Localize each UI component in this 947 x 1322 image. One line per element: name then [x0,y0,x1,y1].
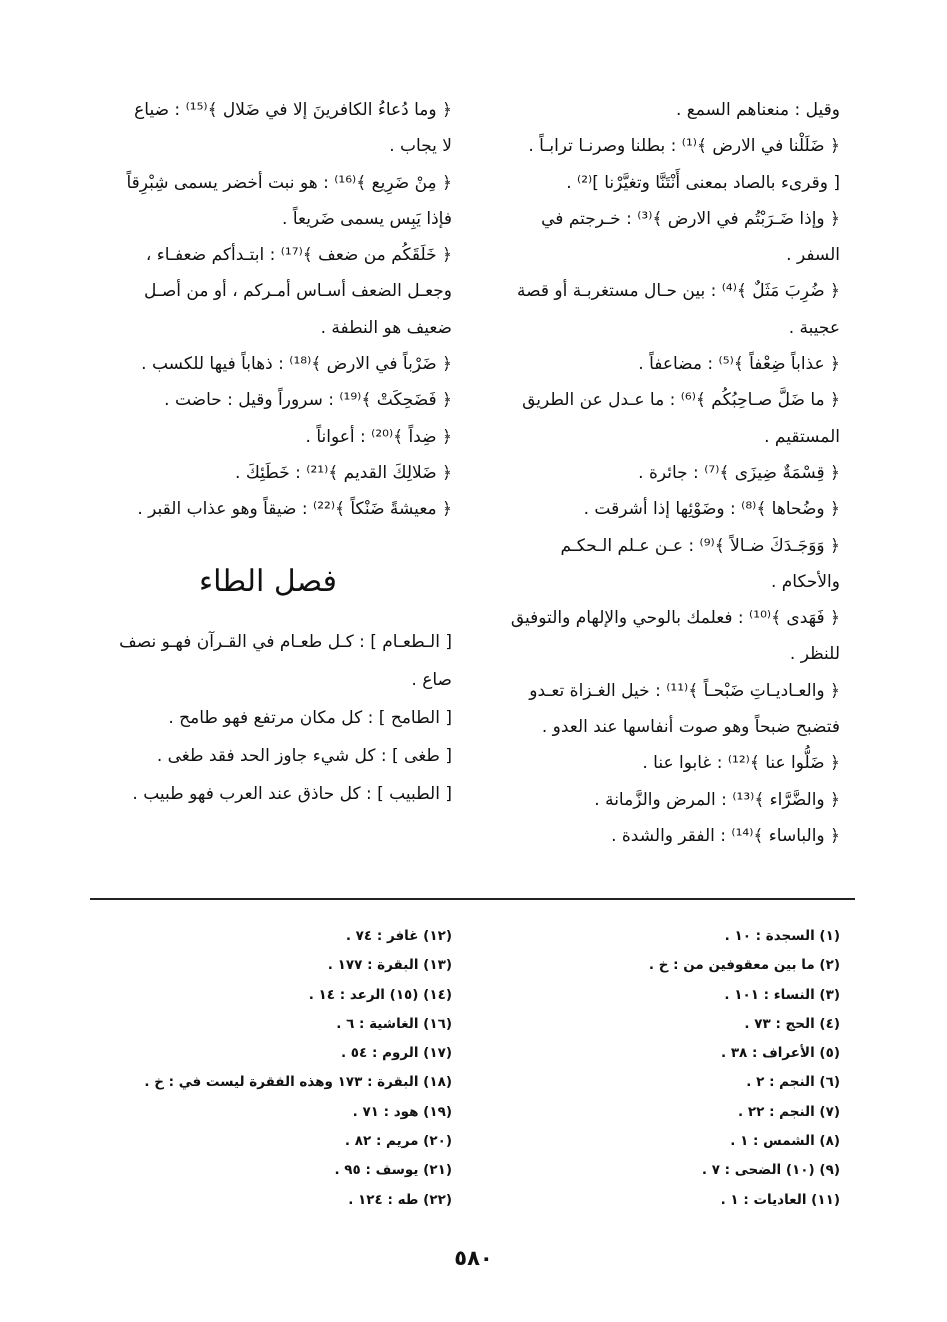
footnote: (٢٢) طه : ١٢٤ . [348,1191,452,1208]
text-line: ﴿ وإذا ضَـرَبْتُم في الارض ﴾⁽³⁾ : خـرجتم في [541,208,840,229]
footnote: (٢٠) مريم : ٨٢ . [344,1133,452,1150]
footnote: (٥) الأعراف : ٣٨ . [720,1045,840,1062]
footnote: (٢) ما بين معقوفين من : خ . [648,957,840,974]
text-line: وجعـل الضعف أسـاس أمـركم ، أو من أصـل [143,281,452,302]
glossary-line: [ الـطعـام ] : كـل طعـام في القـرآن فهـو نصف [119,631,452,652]
footnote: (٦) النجم : ٢ . [746,1074,840,1091]
footnote: (١٦) الغاشية : ٦ . [336,1015,452,1032]
text-line: ﴿ والباساء ﴾⁽¹⁴⁾ : الفقر والشدة . [611,825,840,846]
footnote: (١٣) البقرة : ١٧٧ . [327,957,452,974]
text-line: ﴿ والعـاديـاتِ ضَبْحـاً ﴾⁽¹¹⁾ : خيل الغـزاة تعـدو [529,680,840,701]
text-line: ﴿ ضَلالِكَ القديم ﴾⁽²¹⁾ : خَطَئِكَ . [235,462,452,483]
text-line: ﴿ وضُحاها ﴾⁽⁸⁾ : وضَوْئِها إذا أشرقت . [583,499,840,520]
text-line: ﴿ عذاباً ضِعْفاً ﴾⁽⁵⁾ : مضاعفاً . [638,354,840,375]
text-line: لا يجاب . [389,136,452,157]
glossary-line: صاع . [411,669,452,690]
footnote: (١٩) هود : ٧١ . [352,1103,452,1120]
left-text-column [84,92,452,813]
text-line: السفر . [786,245,840,266]
text-line: ﴿ خَلَقَكُم من ضعف ﴾⁽¹⁷⁾ : ابتـدأكم ضعفـاء ، [145,245,452,266]
footnote: (١٨) البقرة : ١٧٣ وهذه الفقرة ليست في : خ . [144,1074,452,1091]
text-line: ﴿ ضُرِبَ مَثَلٌ ﴾⁽⁴⁾ : بين حـال مستغربـة أو قصة [517,281,840,302]
text-line: ﴿ ضِداً ﴾⁽²⁰⁾ : أعواناً . [305,426,452,447]
text-line: ﴿ ما ضَلَّ صـاحِبُكُم ﴾⁽⁶⁾ : ما عـدل عن الطريق [522,390,840,411]
footnote: (١٤) (١٥) الرعد : ١٤ . [308,986,452,1003]
text-line: المستقيم . [764,426,840,447]
text-line: والأحكام . [770,571,840,592]
footnote: (٣) النساء : ١٠١ . [724,986,840,1003]
footnote: (١) السجدة : ١٠ . [724,928,840,944]
footnotes-right [470,922,840,1215]
text-line: وقيل : منعناهم السمع . [675,100,840,120]
page-number: ٥٨٠ [454,1246,493,1270]
text-line: ﴿ وما دُعاءُ الكافرينَ إلا في ضَلال ﴾⁽¹⁵⁾ : ضياع [134,100,452,120]
footnote: (١١) العاديات : ١ . [720,1191,840,1208]
footnote: (٨) الشمس : ١ . [730,1133,840,1150]
footnote-divider [90,898,855,900]
footnote: (٢١) يوسف : ٩٥ . [334,1162,452,1179]
glossary-line: [ طغى ] : كل شيء جاوز الحد فقد طغى . [156,745,452,766]
glossary-line: [ الطامح ] : كل مكان مرتفع فهو طامح . [168,707,452,728]
text-line: ﴿ ضَرْباً في الارض ﴾⁽¹⁸⁾ : ذهاباً فيها للكسب . [141,354,452,375]
text-line: فإذا يَبِس يسمى ضَريعاً . [282,208,452,229]
text-line: عجيبة . [788,317,840,338]
text-line: ضعيف هو النطفة . [320,317,452,338]
text-line: ﴿ ضَلَلْنا في الارض ﴾⁽¹⁾ : بطلنا وصرنـا ترابـاً . [528,136,840,157]
text-line: للنظر . [789,644,840,665]
text-line: ﴿ قِسْمَةٌ ضِيزَى ﴾⁽⁷⁾ : جائرة . [638,462,840,483]
text-line: ﴿ مِنْ ضَرِيع ﴾⁽¹⁶⁾ : هو نبت أخضر يسمى شِبْرِقاً [126,172,452,193]
footnotes-left [144,922,452,1215]
footnote: (٧) النجم : ٢٢ . [738,1103,840,1120]
section-title: فصل الطاء [199,563,337,599]
footnote: (١٢) غافر : ٧٤ . [345,928,452,944]
text-line: ﴿ معيشةً ضَنْكاً ﴾⁽²²⁾ : ضيقاً وهو عذاب القبر . [137,499,452,520]
text-line: ﴿ فَهَدى ﴾⁽¹⁰⁾ : فعلمك بالوحي والإلهام والتوفيق [510,608,840,629]
footnote: (٩) (١٠) الضحى : ٧ . [701,1162,840,1179]
text-line: ﴿ وَوَجَـدَكَ ضـالاً ﴾⁽⁹⁾ : عـن عـلم الـحكـم [560,535,840,556]
text-line: ﴿ والضَّرَّاء ﴾⁽¹³⁾ : المرض والزَّمانة . [594,789,840,810]
footnote: (٤) الحج : ٧٣ . [744,1015,840,1032]
right-text-column [478,92,840,854]
text-line: ﴿ فَضَحِكَتْ ﴾⁽¹⁹⁾ : سروراً وقيل : حاضت . [164,390,452,411]
text-line: ﴿ ضَلُّوا عنا ﴾⁽¹²⁾ : غابوا عنا . [642,753,840,774]
footnote: (١٧) الروم : ٥٤ . [340,1045,452,1062]
glossary-line: [ الطبيب ] : كل حاذق عند العرب فهو طبيب . [132,783,452,804]
text-line: فتضبح ضبحاً وهو صوت أنفاسها عند العدو . [541,717,840,738]
text-line: [ وقرىء بالصاد بمعنى أَنْتَنَّا وتغيَّرْنا ]⁽²⁾ . [566,172,840,193]
